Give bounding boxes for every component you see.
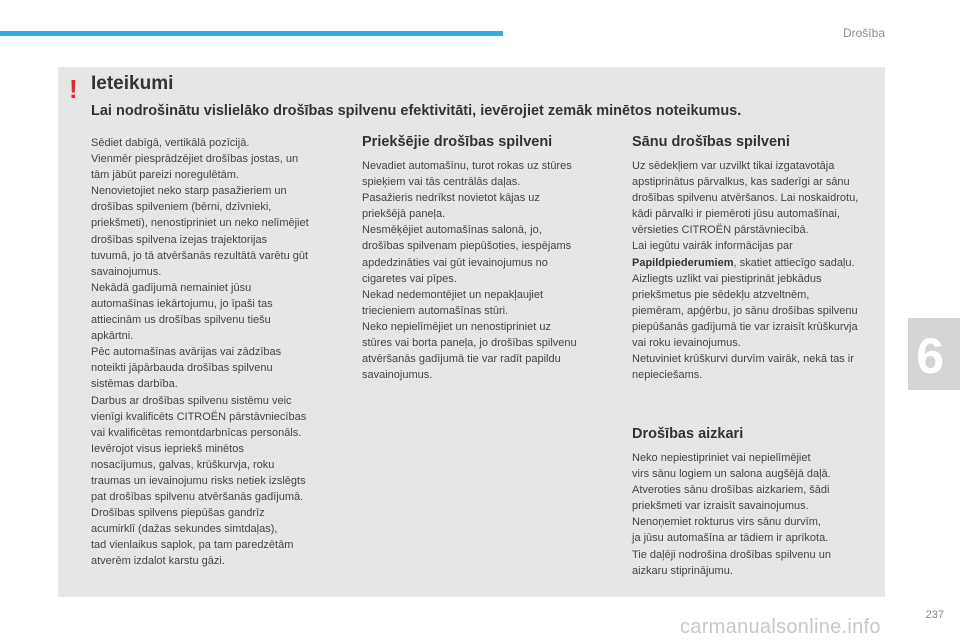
text-line: virs sānu logiem un salona augšējā daļā. xyxy=(632,468,831,481)
watermark: carmanualsonline.info xyxy=(680,616,881,638)
text-line: automašīnas iekārtojumu, jo īpaši tas xyxy=(91,297,273,310)
panel-subtitle: Lai nodrošinātu vislielāko drošības spilvenu efektivitāti, ievērojiet zemāk minētos noteikumus. xyxy=(91,103,742,119)
text-line: nosacījumus, galvas, krūškurvja, roku xyxy=(91,458,275,471)
text-line: Darbus ar drošības spilvenu sistēmu veic xyxy=(91,394,292,407)
text-line: nepieciešams. xyxy=(632,369,703,382)
text-line: cigaretes vai pīpes. xyxy=(362,272,457,285)
text-line: Nekādā gadījumā nemainiet jūsu xyxy=(91,281,252,294)
text-line: Uz sēdekļiem var uzvilkt tikai izgatavotāja xyxy=(632,160,835,172)
text-line: noteikti jāpārbauda drošības spilvenu xyxy=(91,362,273,375)
text-line: apdedzināties vai gūt ievainojumus no xyxy=(362,256,548,269)
chapter-number: 6 xyxy=(916,328,944,384)
text-line: Sēdiet dabīgā, vertikālā pozīcijā. xyxy=(91,137,250,149)
text-line: priekšmeti var izraisīt savainojumus. xyxy=(632,500,809,513)
text-line: Pasažieris nedrīkst novietot kājas uz xyxy=(362,192,540,205)
front-airbags-text xyxy=(362,158,612,383)
text-line: piemēram, apģērbu, jo sānu drošības spilvenu xyxy=(632,304,858,317)
text-line: priekšmeti), nenostipriniet un neko nelīmējiet xyxy=(91,217,309,230)
text-line: tad vienlaikus saplok, pa tam paredzētām xyxy=(91,539,294,552)
curtain-airbags-column xyxy=(632,424,882,579)
text-line: Nevadiet automašīnu, turot rokas uz stūres xyxy=(362,160,572,172)
text-line: atverēm izdalot karstu gāzi. xyxy=(91,555,225,568)
text-line: priekšmetus pie sēdekļu atzveltnēm, xyxy=(632,288,810,301)
text-line: Ievērojot visus iepriekš minētos xyxy=(91,442,244,455)
side-airbags-heading: Sānu drošības spilveni xyxy=(632,134,790,150)
text-line: Lai iegūtu vairāk informācijas par xyxy=(632,240,793,253)
top-accent-bar xyxy=(0,31,503,36)
text-line: Neko nepiestipriniet vai nepielīmējiet xyxy=(632,452,811,464)
text-line: Nenoņemiet rokturus virs sānu durvīm, xyxy=(632,516,821,529)
text-line: piepūšanās gadījumā tie var izraisīt krūškurvja xyxy=(632,320,858,333)
text-line: savainojumus. xyxy=(362,369,433,382)
text-line: Drošības spilvens piepūšas gandrīz xyxy=(91,507,265,520)
text-line: ja jūsu automašīna ar tādiem ir aprīkota. xyxy=(632,532,829,545)
exclamation-icon: ! xyxy=(69,74,78,104)
text-line: tām jābūt pareizi noregulētām. xyxy=(91,169,239,182)
text-line: attiecinām us drošības spilvenu tiešu xyxy=(91,314,271,327)
text-line: pat drošības spilvenu atvēršanās gadījumā. xyxy=(91,491,304,504)
accessories-term-suffix: , skatiet attiecīgo sadaļu. xyxy=(733,256,855,269)
text-line: drošības spilvena izejas trajektorijas xyxy=(91,233,268,246)
text-line: aizkaru stiprinājumu. xyxy=(632,564,733,577)
text-line: kādi pārvalki ir piemēroti jūsu automašīnai, xyxy=(632,208,840,221)
text-line: vērsieties CITROËN pārstāvniecībā. xyxy=(632,224,809,237)
text-line: tuvumā, jo tā atvēršanās rezultātā varētu gūt xyxy=(91,249,309,262)
text-line: vai kvalificētas remontdarbnīcas personāls. xyxy=(91,426,302,439)
text-line: drošības spilvenu atvēršanos. Lai noskaidrotu, xyxy=(632,192,859,205)
text-line: acumirklī (dažas sekundes simtdaļas), xyxy=(91,523,278,536)
section-label: Drošība xyxy=(842,26,885,40)
text-line: Nesmēķējiet automašīnas salonā, jo, xyxy=(362,224,542,237)
text-line: vienīgi kvalificēts CITROËN pārstāvniecības xyxy=(91,410,307,423)
text-line: triecieniem automašīnas stūri. xyxy=(362,304,509,317)
front-airbags-column xyxy=(362,132,612,383)
text-line: Aizliegts uzlikt vai piestiprināt jebkādus xyxy=(632,272,822,285)
text-line: traumas un ievainojumu risks netiek izslēgts xyxy=(91,474,306,487)
text-line: stūres vai borta paneļa, jo drošības spilvenu xyxy=(362,337,577,350)
text-line: spieķiem vai tās centrālās daļas. xyxy=(362,176,521,189)
curtain-airbags-heading: Drošības aizkari xyxy=(632,426,744,442)
text-line: Vienmēr piesprādzējiet drošības jostas, un xyxy=(91,153,299,166)
front-airbags-heading: Priekšējie drošības spilveni xyxy=(362,134,553,150)
text-line: atvēršanās gadījumā tie var radīt papildu xyxy=(362,353,561,366)
text-line: drošības spilvenam piepūšoties, iespējams xyxy=(362,240,572,253)
text-line: apkārtni. xyxy=(91,330,134,343)
text-line: Nenovietojiet neko starp pasažieriem un xyxy=(91,185,287,198)
text-line: Neko nepielīmējiet un nenostipriniet uz xyxy=(362,320,551,333)
general-advice-column xyxy=(91,135,351,570)
page-number: 237 xyxy=(925,609,944,621)
text-line: savainojumus. xyxy=(91,265,162,278)
text-line: Tie daļēji nodrošina drošības spilvenu un xyxy=(632,548,831,561)
general-advice-text xyxy=(91,135,351,570)
text-line: drošības spilveniem (bērni, dzīvnieki, xyxy=(91,201,272,214)
text-line: Pēc automašīnas avārijas vai zādzības xyxy=(91,346,282,359)
accessories-term: Papildpiederumiem xyxy=(632,256,734,269)
text-line: Netuviniet krūškurvi durvīm vairāk, nekā tas ir xyxy=(632,353,854,366)
text-line: apstiprinātus pārvalkus, kas saderīgi ar sānu xyxy=(632,176,850,189)
side-airbags-text xyxy=(632,158,882,383)
text-line: Atveroties sānu drošības aizkariem, šādi xyxy=(632,484,830,497)
text-line: vai roku ievainojumus. xyxy=(632,337,741,350)
text-line xyxy=(632,255,882,271)
panel-title: Ieteikumi xyxy=(91,73,174,94)
text-line: Nekad nedemontējiet un nepakļaujiet xyxy=(362,288,544,301)
curtain-airbags-text xyxy=(632,450,882,579)
text-line: sistēmas darbība. xyxy=(91,378,178,391)
text-line: priekšējā paneļa. xyxy=(362,208,446,221)
side-airbags-column xyxy=(632,132,882,383)
